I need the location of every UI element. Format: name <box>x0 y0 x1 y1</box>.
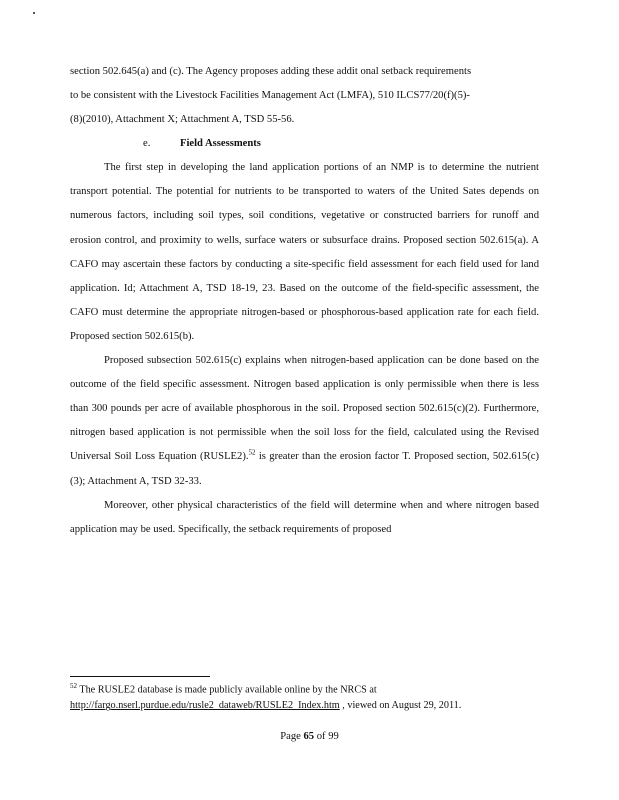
page-of: of <box>314 731 329 742</box>
footnote-reference[interactable]: 52 <box>248 448 256 457</box>
page-total: 99 <box>328 731 339 742</box>
page-number <box>0 731 619 742</box>
scan-speck <box>33 12 35 14</box>
paragraph-field-assessment: The first step in developing the land application portions of an NMP is to determine the nutrient transport potential. The potential for nutrients to be transported to waters of the United Sates depends on numerous factors, including soil types, soil conditions, vegetative or constructed barriers for runoff and erosion control, and proximity to wells, surface waters or subsurface drains. Proposed section 502.615(a). A CAFO may ascertain these factors by conducting a site-specific field assessment for each field used for land application. Id; Attachment A, TSD 18-19, 23. Based on the outcome of the field-specific assessment, the CAFO must determine the appropriate nitrogen-based or phosphorous-based application rate for each field. Proposed section 502.615(b). <box>70 162 539 342</box>
page-label: Page <box>280 731 304 742</box>
page-body <box>70 60 539 542</box>
section-heading <box>70 132 539 156</box>
page-current: 65 <box>303 731 315 742</box>
paragraph-physical-characteristics: Moreover, other physical characteristics of the field will determine when and where nitrogen based application may be used. Specifically, the setback requirements of proposed <box>70 499 539 535</box>
text-line: (8)(2010), Attachment X; Attachment A, TSD 55-56. <box>70 114 295 126</box>
footnote-number: 52 <box>70 682 77 690</box>
footnote-divider <box>70 676 210 677</box>
section-number: e. <box>143 138 151 150</box>
footnote-line <box>70 678 539 698</box>
paragraph-text: is greater than the erosion factor T. Proposed section, 502.615(c)(3); Attachment A, TSD 32-33. <box>70 451 540 487</box>
paragraph-nitrogen-application <box>70 349 539 494</box>
footnote-tail: , viewed on August 29, 2011. <box>339 700 462 712</box>
text-line: to be consistent with the Livestock Facilities Management Act (LMFA), 510 ILCS77/20(f)(5)- <box>70 90 470 102</box>
section-title: Field Assessments <box>180 138 261 150</box>
footnote-link[interactable]: http://fargo.nserl.purdue.edu/rusle2_dataweb/RUSLE2_Index.htm <box>70 700 340 712</box>
footnote-text: The RUSLE2 database is made publicly available online by the NRCS at <box>77 684 377 696</box>
paragraph-text: Proposed subsection 502.615(c) explains when nitrogen-based application can be done based on the outcome of the field specific assessment. Nitrogen based application is only permissible when there is less than 300 pounds per acre of available phosphorous in the soil. Proposed section 502.615(c)(2). Furthermore, nitrogen based application is not permissible when the soil loss for the field, calculated using the Revised Universal Soil Loss Equation (RUSLE2). <box>70 355 539 463</box>
footnote <box>70 678 539 714</box>
text-line: section 502.645(a) and (c). The Agency proposes adding these addit onal setback requirements <box>70 66 472 77</box>
footnote-line <box>70 698 539 714</box>
